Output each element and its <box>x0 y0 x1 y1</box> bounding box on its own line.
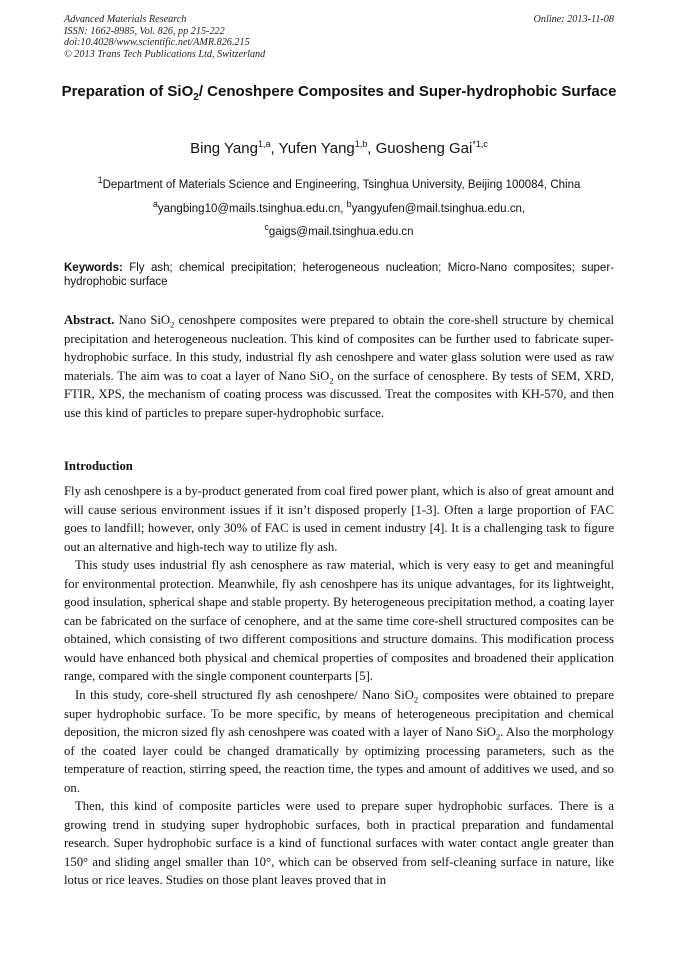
email-link[interactable]: gaigs@mail.tsinghua.edu.cn <box>268 226 414 238</box>
author-emails: $^c$gaigs@mail.tsinghua.edu.cn <box>264 222 414 238</box>
paragraph: Then, this kind of composite particles were used to prepare super hydrophobic surfaces. There is a growing trend in studying super hydrophobic surfaces, both in practical preparation and fundamental research. Super hydrophobic surface is a kind of functional surfaces with water contact angle greater than 150° and sliding angel smaller than 10°, which can be observed from self-cleaning surface in nature, like lotus or rice leaves. Studies on those plant leaves proved that in <box>64 799 614 888</box>
author-name: Yufen Yang <box>278 140 355 157</box>
section-heading: Introduction <box>64 459 133 473</box>
paragraph: Fly ash cenoshpere is a by-product generated from coal fired power plant, which is also of great amount and will cause serious environment issues if it isn’t disposed properly [1-3]. Often a large proportion of FAC goes to landfill; however, only 30% of FAC is used in cement industry [4]. It is a challenging task to figure out an alternative and high-tech way to utilize fly ash. <box>64 484 614 554</box>
body-text <box>64 482 614 890</box>
doi-line: doi:10.4028/www.scientific.net/AMR.826.215 <box>64 37 250 49</box>
paper-title: Preparation of SiO$_2$/ Cenoshpere Composites and Super-hydrophobic Surface <box>61 83 617 103</box>
affiliation: $^1$Department of Materials Science and Engineering, Tsinghua University, Beijing 100084, China <box>97 175 581 191</box>
author-emails: $^a$yangbing10@mails.tsinghua.edu.cn, $^b$yangyufen@mail.tsinghua.edu.cn, <box>152 199 526 215</box>
author-name: Bing Yang <box>190 140 258 157</box>
author-list: Bing Yang$^{1,a}$, Yufen Yang$^{1,b}$, Guosheng Gai$^{*1,c}$ <box>190 139 488 157</box>
issn-line: ISSN: 1662-8985, Vol. 826, pp 215-222 <box>64 25 225 37</box>
journal-header <box>64 14 614 60</box>
online-date: Online: 2013-11-08 <box>533 14 614 25</box>
email-link[interactable]: yangyufen@mail.tsinghua.edu.cn, <box>351 203 526 215</box>
email-link[interactable]: yangbing10@mails.tsinghua.edu.cn, <box>157 203 347 215</box>
keywords-label: Keywords: <box>64 262 123 274</box>
paragraph: This study uses industrial fly ash cenosphere as raw material, which is very easy to get and meaningful for environmental protection. Meanwhile, fly ash cenoshpere has its unique advantages, for its lightweight, good insulation, spherical shape and stable property. By heterogeneous precipitation method, a coating layer can be fabricated on the surface of cenophere, and at the same time core-shell structured composites can be obtained, which consisting of two different compositions and structure domains. This modification process would have enhanced both physical and chemical properties of composites and broadened their application range, compared with the single component counterparts [5]. <box>64 558 614 684</box>
author-name: Guosheng Gai <box>375 140 473 157</box>
journal-name: Advanced Materials Research <box>64 14 187 25</box>
abstract: Abstract. Nano SiO$_2$ cenoshpere composites were prepared to obtain the core-shell structure by chemical precipitation and heterogeneous nucleation. This kind of composites can be further used to fabricate super-hydrophobic surface. In this study, industrial fly ash cenoshpere and water glass solution were used as raw materials. The aim was to coat a layer of Nano SiO$_2$ on the surface of cenosphere. By tests of SEM, XRD, FTIR, XPS, the mechanism of coating process was discussed. Treat the composites with KH-570, and then use this kind of particles to prepare super-hydrophobic surface. <box>64 313 614 420</box>
abstract-label: Abstract. <box>64 313 115 327</box>
copyright-line: © 2013 Trans Tech Publications Ltd, Switzerland <box>64 48 266 60</box>
keywords: Keywords: Fly ash; chemical precipitation; heterogeneous nucleation; Micro-Nano composites; super-hydrophobic surface <box>64 262 614 288</box>
paragraph: In this study, core-shell structured fly ash cenoshpere/ Nano SiO$_2$ composites were obtained to prepare super hydrophobic surface. To be more specific, by means of heterogeneous precipitation and chemical deposition, the micron sized fly ash cenoshpere was coated with a layer of Nano SiO$_2$. Also the morphology of the coated layer could be changed dramatically by optimizing processing parameters, such as the temperature of reaction, stirring speed, the reaction time, the types and amount of additives we used, and so on. <box>64 688 615 795</box>
